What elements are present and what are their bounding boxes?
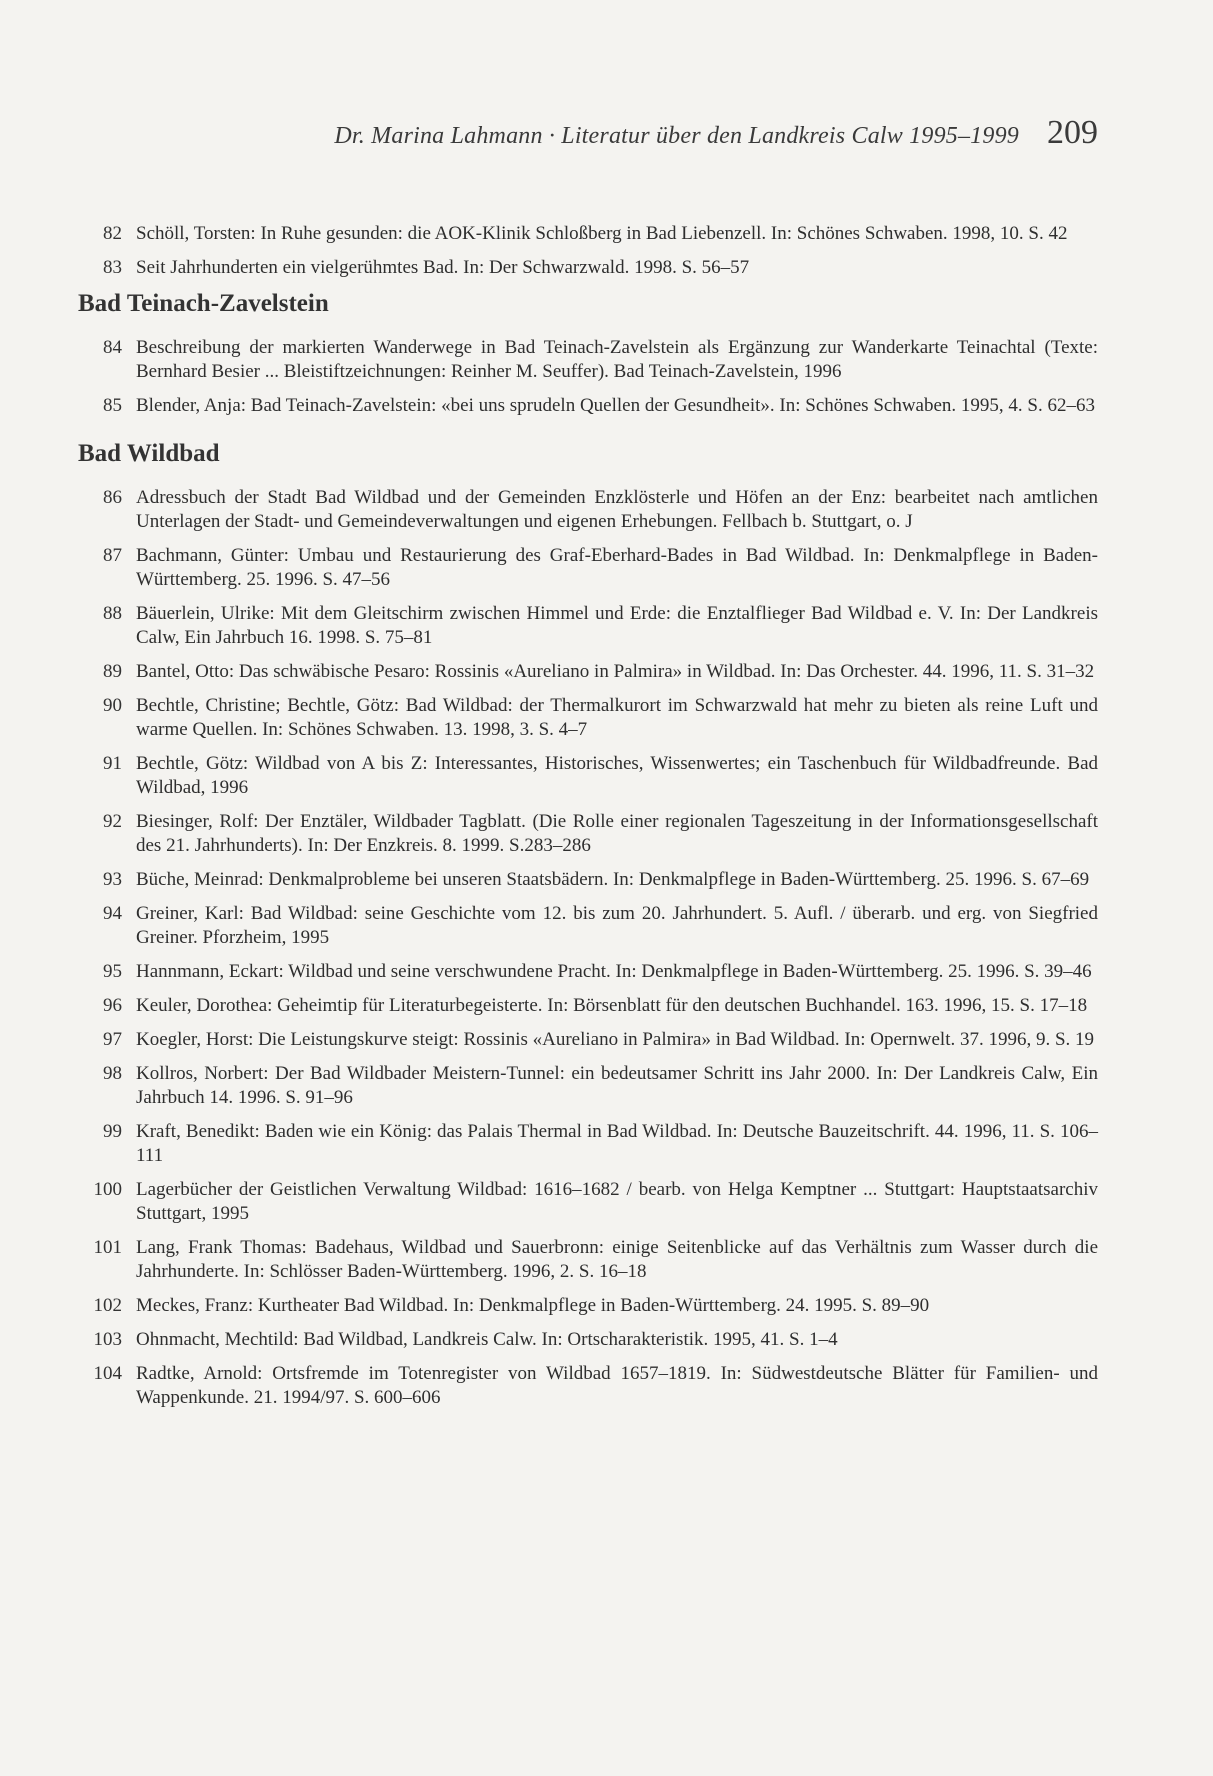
bibliography-entry — [78, 222, 1098, 246]
entry-text: Keuler, Dorothea: Geheimtip für Literaturbegeisterte. In: Börsenblatt für den deutschen Buchhandel. 163. 1996, 15. S. 17–18 — [136, 995, 1088, 1016]
bibliography-entry — [78, 1120, 1098, 1168]
entry-number: 87 — [103, 545, 122, 566]
bibliography-entry — [78, 694, 1098, 742]
entry-number: 100 — [93, 1179, 122, 1200]
entry-number: 90 — [103, 695, 122, 716]
bibliography-entry — [78, 1328, 1098, 1352]
entry-number: 84 — [103, 337, 122, 358]
bibliography-entry — [78, 544, 1098, 592]
bibliography-content — [78, 222, 1098, 1420]
bibliography-entry — [78, 660, 1098, 684]
entry-text: Bantel, Otto: Das schwäbische Pesaro: Rossinis «Aureliano in Palmira» in Wildbad. In: Das Orchester. 44. 1996, 11. S. 31–32 — [136, 661, 1095, 682]
entry-number: 96 — [103, 995, 122, 1016]
entry-number: 104 — [93, 1363, 122, 1384]
entry-text: Bachmann, Günter: Umbau und Restaurierung des Graf-Eberhard-Bades in Bad Wildbad. In: Denkmalpflege in Baden-Württemberg. 25. 1996. S. 47–56 — [136, 545, 1098, 590]
entry-number: 82 — [103, 223, 122, 244]
entry-number: 97 — [103, 1029, 122, 1050]
entry-text: Adressbuch der Stadt Bad Wildbad und der Gemeinden Enzklösterle und Höfen an der Enz: bearbeitet nach amtlichen Unterlagen der Stadt- und Gemeindeverwaltungen und eigenen Erhebungen. Fellbach b. Stuttgart, o. J — [136, 487, 1098, 532]
bibliography-entry — [78, 994, 1098, 1018]
entry-text: Hannmann, Eckart: Wildbad und seine verschwundene Pracht. In: Denkmalpflege in Baden-Württemberg. 25. 1996. S. 39–46 — [136, 961, 1092, 982]
entry-text: Koegler, Horst: Die Leistungskurve steigt: Rossinis «Aureliano in Palmira» in Bad Wildbad. In: Opernwelt. 37. 1996, 9. S. 19 — [136, 1029, 1095, 1050]
entry-text: Lang, Frank Thomas: Badehaus, Wildbad und Sauerbronn: einige Seitenblicke auf das Verhältnis zum Wasser durch die Jahrhunderte. In: Schlösser Baden-Württemberg. 1996, 2. S. 16–18 — [136, 1237, 1098, 1282]
entry-number: 89 — [103, 661, 122, 682]
entry-number: 95 — [103, 961, 122, 982]
entry-text: Büche, Meinrad: Denkmalprobleme bei unseren Staatsbädern. In: Denkmalpflege in Baden-Württemberg. 25. 1996. S. 67–69 — [136, 869, 1090, 890]
bibliography-entry — [78, 256, 1098, 280]
entry-text: Schöll, Torsten: In Ruhe gesunden: die AOK-Klinik Schloßberg in Bad Liebenzell. In: Schönes Schwaben. 1998, 10. S. 42 — [136, 223, 1068, 244]
entry-number: 103 — [93, 1329, 122, 1350]
bibliography-entry — [78, 336, 1098, 384]
bibliography-entry — [78, 486, 1098, 534]
bibliography-entry — [78, 1362, 1098, 1410]
entry-text: Kraft, Benedikt: Baden wie ein König: das Palais Thermal in Bad Wildbad. In: Deutsche Bauzeitschrift. 44. 1996, 11. S. 106–111 — [136, 1121, 1098, 1166]
entry-text: Seit Jahrhunderten ein vielgerühmtes Bad. In: Der Schwarzwald. 1998. S. 56–57 — [136, 257, 750, 278]
entry-number: 88 — [103, 603, 122, 624]
bibliography-entry — [78, 1062, 1098, 1110]
entry-number: 92 — [103, 811, 122, 832]
entry-number: 99 — [103, 1121, 122, 1142]
bibliography-entry — [78, 1294, 1098, 1318]
bibliography-entry — [78, 902, 1098, 950]
bibliography-entry — [78, 752, 1098, 800]
header-title: Dr. Marina Lahmann · Literatur über den Landkreis Calw 1995–1999 — [334, 123, 1019, 149]
bibliography-entry — [78, 1236, 1098, 1284]
entry-text: Bechtle, Götz: Wildbad von A bis Z: Interessantes, Historisches, Wissenwertes; ein Taschenbuch für Wildbadfreunde. Bad Wildbad, 1996 — [136, 753, 1098, 798]
entry-text: Ohnmacht, Mechtild: Bad Wildbad, Landkreis Calw. In: Ortscharakteristik. 1995, 41. S. 1–4 — [136, 1329, 838, 1350]
entry-text: Greiner, Karl: Bad Wildbad: seine Geschichte vom 12. bis zum 20. Jahrhundert. 5. Aufl. / überarb. und erg. von Siegfried Greiner. Pforzheim, 1995 — [136, 903, 1098, 948]
bibliography-entry — [78, 1028, 1098, 1052]
entry-number: 98 — [103, 1063, 122, 1084]
page-number: 209 — [1047, 114, 1098, 151]
entry-text: Bechtle, Christine; Bechtle, Götz: Bad Wildbad: der Thermalkurort im Schwarzwald hat mehr zu bieten als reine Luft und warme Quellen. In: Schönes Schwaben. 13. 1998, 3. S. 4–7 — [136, 695, 1098, 740]
bibliography-entry — [78, 1178, 1098, 1226]
bibliography-entry — [78, 868, 1098, 892]
bibliography-entry — [78, 960, 1098, 984]
entry-number: 86 — [103, 487, 122, 508]
entry-number: 94 — [103, 903, 122, 924]
entry-number: 83 — [103, 257, 122, 278]
entry-text: Beschreibung der markierten Wanderwege in Bad Teinach-Zavelstein als Ergänzung zur Wanderkarte Teinachtal (Texte: Bernhard Besier ... Bleistiftzeichnungen: Reinher M. Seuffer). Bad Teinach-Zavelstein, 1996 — [136, 337, 1098, 382]
entry-text: Blender, Anja: Bad Teinach-Zavelstein: «bei uns sprudeln Quellen der Gesundheit». In: Schönes Schwaben. 1995, 4. S. 62–63 — [136, 395, 1095, 416]
entry-text: Bäuerlein, Ulrike: Mit dem Gleitschirm zwischen Himmel und Erde: die Enztalflieger Bad Wildbad e. V. In: Der Landkreis Calw, Ein Jahrbuch 16. 1998. S. 75–81 — [136, 603, 1098, 648]
entry-text: Radtke, Arnold: Ortsfremde im Totenregister von Wildbad 1657–1819. In: Südwestdeutsche Blätter für Familien- und Wappenkunde. 21. 1994/97. S. 600–606 — [136, 1363, 1098, 1408]
entry-text: Meckes, Franz: Kurtheater Bad Wildbad. In: Denkmalpflege in Baden-Württemberg. 24. 1995. S. 89–90 — [136, 1295, 930, 1316]
entry-text: Lagerbücher der Geistlichen Verwaltung Wildbad: 1616–1682 / bearb. von Helga Kemptner ... Stuttgart: Hauptstaatsarchiv Stuttgart, 1995 — [136, 1179, 1098, 1224]
bibliography-entry — [78, 394, 1098, 418]
running-header — [200, 114, 1098, 152]
entry-text: Biesinger, Rolf: Der Enztäler, Wildbader Tagblatt. (Die Rolle einer regionalen Tageszeitung in der Informationsgesellschaft des 21. Jahrhunderts). In: Der Enzkreis. 8. 1999. S.283–286 — [136, 811, 1098, 856]
entry-number: 101 — [93, 1237, 122, 1258]
entry-number: 85 — [103, 395, 122, 416]
entry-number: 91 — [103, 753, 122, 774]
section-heading-bad-wildbad: Bad Wildbad — [78, 440, 220, 467]
entry-text: Kollros, Norbert: Der Bad Wildbader Meistern-Tunnel: ein bedeutsamer Schritt ins Jahr 2000. In: Der Landkreis Calw, Ein Jahrbuch 14. 1996. S. 91–96 — [136, 1063, 1098, 1108]
entry-number: 102 — [93, 1295, 122, 1316]
bibliography-entry — [78, 602, 1098, 650]
bibliography-entry — [78, 810, 1098, 858]
section-heading-bad-teinach-zavelstein: Bad Teinach-Zavelstein — [78, 290, 329, 317]
entry-number: 93 — [103, 869, 122, 890]
